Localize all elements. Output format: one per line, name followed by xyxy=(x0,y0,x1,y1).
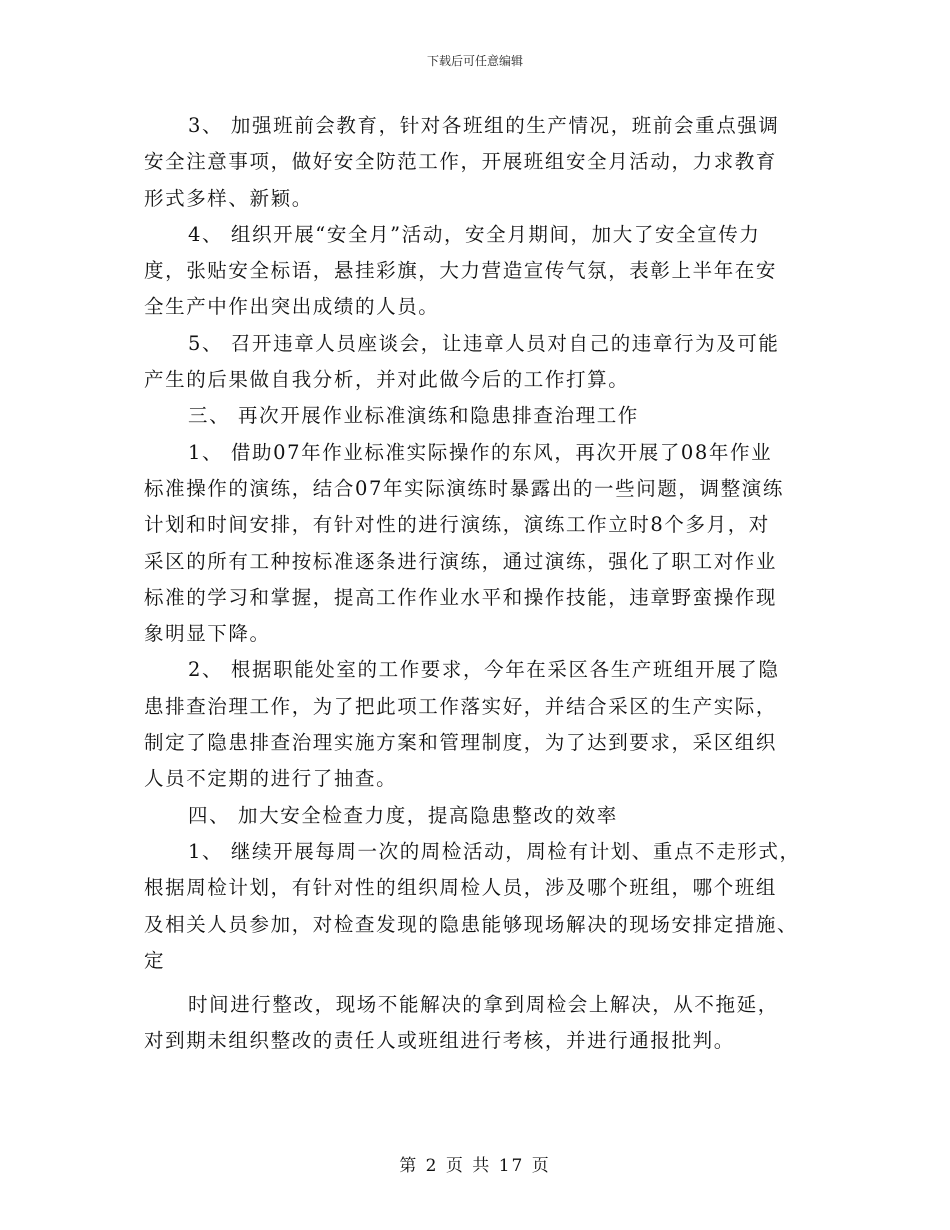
paragraph-line: 1、 继续开展每周一次的周检活动，周检有计划、重点不走形式， xyxy=(188,839,801,863)
paragraph-line: 1、 借助07年作业标准实际操作的东风，再次开展了08年作业 xyxy=(188,440,773,464)
page-number-footer: 第 2 页 共 17 页 xyxy=(399,1156,551,1176)
body-text xyxy=(144,108,804,1060)
paragraph-line: 采区的所有工种按标准逐条进行演练，通过演练，强化了职工对作业 xyxy=(144,549,778,573)
paragraph-line: 形式多样、新颖。 xyxy=(144,186,313,210)
section-heading: 四、 加大安全检查力度，提高隐患整改的效率 xyxy=(188,803,618,827)
paragraph-line: 全生产中作出突出成绩的人员。 xyxy=(144,295,440,319)
paragraph-line: 时间进行整改，现场不能解决的拿到周检会上解决，从不拖延， xyxy=(188,993,779,1017)
paragraph-line: 制定了隐患排查治理实施方案和管理制度，为了达到要求，采区组织 xyxy=(144,731,778,755)
paragraph-line: 标准操作的演练，结合07年实际演练时暴露出的一些问题，调整演练 xyxy=(144,476,784,500)
page-header: 下载后可任意编辑 xyxy=(426,54,523,68)
paragraph-line: 象明显下降。 xyxy=(144,622,271,646)
paragraph-line: 对到期未组织整改的责任人或班组进行考核，并进行通报批判。 xyxy=(144,1029,735,1053)
paragraph-line: 安全注意事项，做好安全防范工作，开展班组安全月活动，力求教育 xyxy=(144,150,778,174)
paragraph-line: 4、 组织开展“安全月”活动，安全月期间，加大了安全宣传力 xyxy=(188,222,761,246)
paragraph-line: 标准的学习和掌握，提高工作作业水平和操作技能，违章野蛮操作现 xyxy=(144,585,778,609)
section-heading: 三、 再次开展作业标准演练和隐患排查治理工作 xyxy=(188,404,639,428)
paragraph-line: 2、 根据职能处室的工作要求，今年在采区各生产班组开展了隐 xyxy=(188,658,780,682)
paragraph-line: 度，张贴安全标语，悬挂彩旗，大力营造宣传气氛，表彰上半年在安 xyxy=(144,259,778,283)
paragraph-line: 产生的后果做自我分析，并对此做今后的工作打算。 xyxy=(144,368,630,392)
paragraph-line: 5、 召开违章人员座谈会，让违章人员对自己的违章行为及可能 xyxy=(188,331,780,355)
paragraph-line: 人员不定期的进行了抽查。 xyxy=(144,767,398,791)
paragraph-line: 患排查治理工作，为了把此项工作落实好，并结合采区的生产实际， xyxy=(144,694,778,718)
paragraph-line: 定 xyxy=(144,948,166,972)
paragraph-line: 3、 加强班前会教育，针对各班组的生产情况，班前会重点强调 xyxy=(188,114,780,137)
paragraph-line: 计划和时间安排，有针对性的进行演练，演练工作立时8个多月，对 xyxy=(144,513,770,537)
paragraph-line: 根据周检计划，有针对性的组织周检人员，涉及哪个班组，哪个班组 xyxy=(144,876,778,900)
paragraph-line: 及相关人员参加，对检查发现的隐患能够现场解决的现场安排定措施、 xyxy=(144,912,799,936)
